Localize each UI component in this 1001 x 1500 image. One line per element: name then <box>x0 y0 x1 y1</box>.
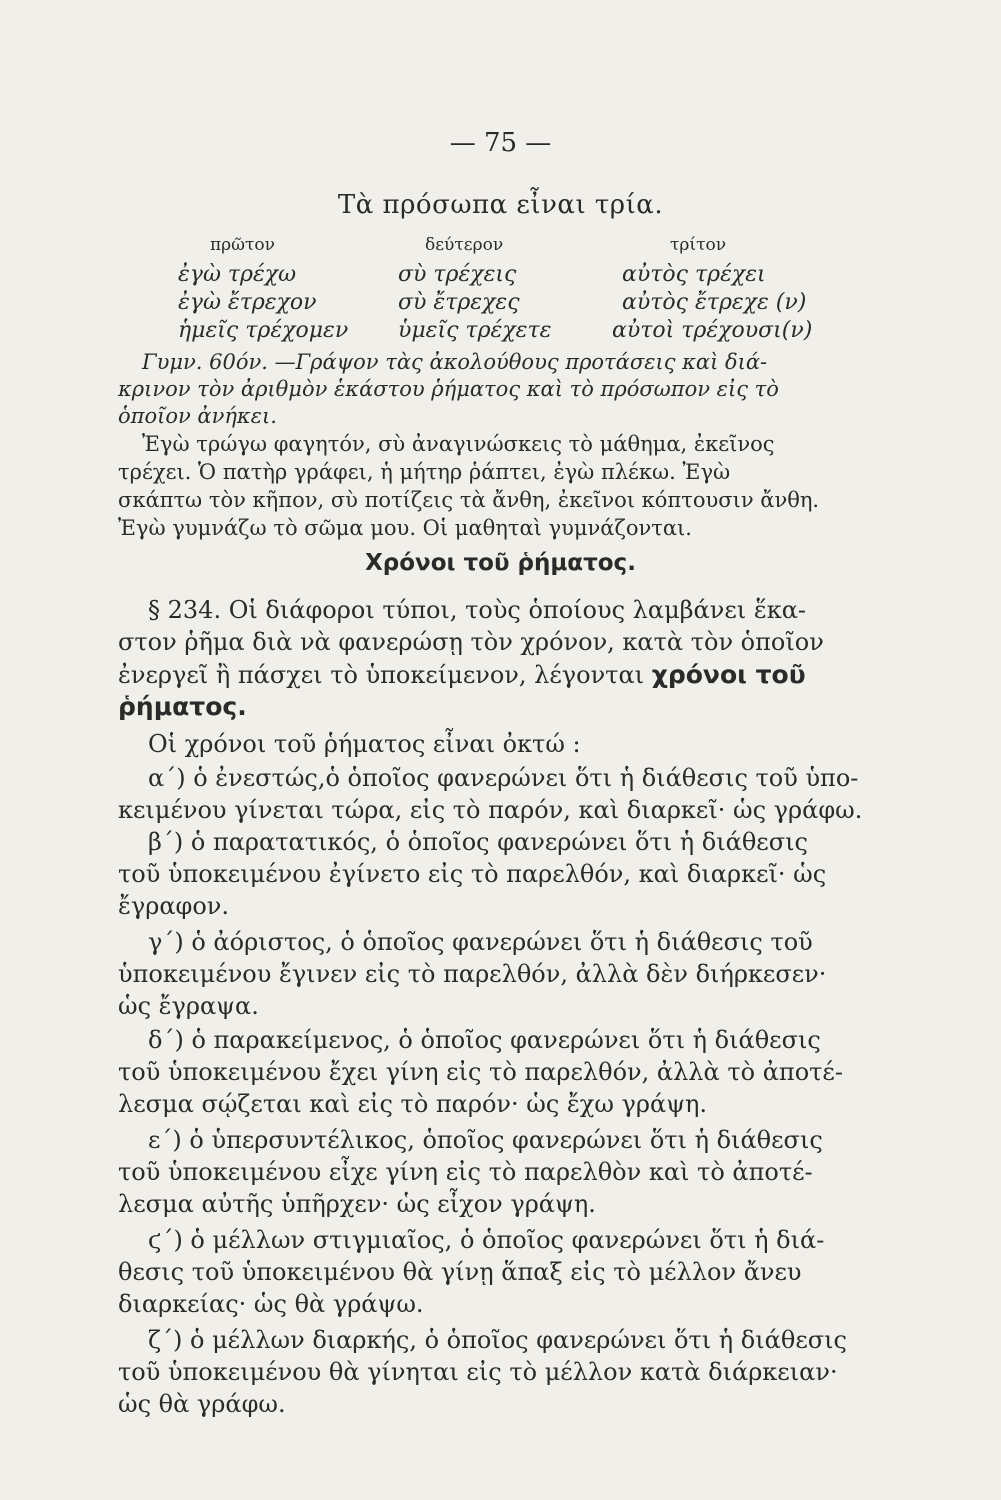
tense-line: γ΄) ὁ ἀόριστος, ὁ ὁποῖος φανερώνει ὅτι ἡ διάθεσις τοῦ <box>148 928 813 956</box>
conj-cell: αὐτὸς τρέχει <box>622 262 766 287</box>
tense-line: α΄) ὁ ἐνεστώς,ὁ ὁποῖος φανερώνει ὅτι ἡ διάθεσις τοῦ ὑπο- <box>148 764 859 792</box>
para-line <box>118 660 806 689</box>
example-line: σκάπτω τὸν κῆπον, σὺ ποτίζεις τὰ ἄνθη, ἐκεῖνοι κόπτουσιν ἄνθη. <box>118 488 820 512</box>
tense-line: ὑποκειμένου ἔγινεν εἰς τὸ παρελθόν, ἀλλὰ δὲν διήρκεσεν· <box>118 960 827 988</box>
conj-cell: αὐτὸς ἔτρεχε (ν) <box>622 290 807 315</box>
conj-cell: ἡμεῖς τρέχομεν <box>178 318 349 343</box>
tense-line: ἔγραφον. <box>118 892 230 920</box>
tense-line: λεσμα αὐτῆς ὑπῆρχεν· ὡς εἶχον γράψη. <box>118 1190 596 1218</box>
subheading: Χρόνοι τοῦ ῥήματος. <box>365 550 636 576</box>
tenses-intro: Οἱ χρόνοι τοῦ ῥήματος εἶναι ὀκτώ : <box>148 730 581 758</box>
tense-line: κειμένου γίνεται τώρα, εἰς τὸ παρόν, καὶ διαρκεῖ· ὡς γράφω. <box>118 796 863 824</box>
conj-cell: ἐγὼ τρέχω <box>178 262 297 287</box>
para-line-text: ἐνεργεῖ ἢ πάσχει τὸ ὑποκείμενον, λέγονται <box>118 661 645 689</box>
column-first: πρῶτον <box>210 235 276 255</box>
exercise-line: Γυμν. 60όν. —Γράψον τὰς ἀκολούθους προτάσεις καὶ διά- <box>142 350 768 374</box>
tense-line: τοῦ ὑποκειμένου ἐγίνετο εἰς τὸ παρελθόν, καὶ διαρκεῖ· ὡς <box>118 860 827 888</box>
tense-line: διαρκείας· ὡς θὰ γράψω. <box>118 1290 424 1318</box>
tense-line: ε΄) ὁ ὑπερσυντέλικος, ὁποῖος φανερώνει ὅτι ἡ διάθεσις <box>148 1126 823 1154</box>
para-line: στον ῥῆμα διὰ νὰ φανερώσῃ τὸν χρόνον, κατὰ τὸν ὁποῖον <box>118 628 824 656</box>
conj-cell: αὐτοὶ τρέχουσι(ν) <box>612 318 813 343</box>
tense-line: λεσμα σῴζεται καὶ εἰς τὸ παρόν· ὡς ἔχω γράψη. <box>118 1090 708 1118</box>
example-line: Ἐγὼ τρώγω φαγητόν, σὺ ἀναγινώσκεις τὸ μάθημα, ἐκεῖνος <box>142 432 775 456</box>
exercise-line: ὁποῖον ἀνήκει. <box>118 404 277 428</box>
tense-line: τοῦ ὑποκειμένου ἔχει γίνη εἰς τὸ παρελθόν, ἀλλὰ τὸ ἀποτέ- <box>118 1058 843 1086</box>
example-line: τρέχει. Ὁ πατὴρ γράφει, ἡ μήτηρ ῥάπτει, ἐγὼ πλέκω. Ἐγὼ <box>118 460 731 484</box>
tense-line: τοῦ ὑποκειμένου θὰ γίνηται εἰς τὸ μέλλον κατὰ διάρκειαν· <box>118 1358 838 1386</box>
conj-cell: ἐγὼ ἔτρεχον <box>178 290 317 315</box>
tense-line: ὡς ἔγραψα. <box>118 992 259 1020</box>
conj-cell: ὑμεῖς τρέχετε <box>398 318 552 343</box>
tense-line: τοῦ ὑποκειμένου εἶχε γίνη εἰς τὸ παρελθὸν καὶ τὸ ἀποτέ- <box>118 1158 813 1186</box>
column-third: τρίτον <box>670 235 727 255</box>
tense-line: ϛ΄) ὁ μέλλων στιγμιαῖος, ὁ ὁποῖος φανερώνει ὅτι ἡ διά- <box>148 1226 825 1254</box>
tense-line: θεσις τοῦ ὑποκειμένου θὰ γίνῃ ἅπαξ εἰς τὸ μέλλον ἄνευ <box>118 1258 802 1286</box>
column-second: δεύτερον <box>425 235 504 255</box>
para-line: § 234. Οἱ διάφοροι τύποι, τοὺς ὁποίους λαμβάνει ἕκα- <box>148 596 807 624</box>
conj-cell: σὺ τρέχεις <box>398 262 517 287</box>
page-number: — 75 — <box>449 128 552 158</box>
tense-line: ὡς θὰ γράφω. <box>118 1390 286 1418</box>
tense-line: δ΄) ὁ παρακείμενος, ὁ ὁποῖος φανερώνει ὅτι ἡ διάθεσις <box>148 1026 821 1054</box>
conj-cell: σὺ ἔτρεχες <box>398 290 520 315</box>
section-heading: Τὰ πρόσωπα εἶναι τρία. <box>337 190 664 220</box>
para-line-term: ῥήματος. <box>118 692 247 721</box>
term-highlight: χρόνοι τοῦ <box>651 660 806 689</box>
exercise-line: κρινον τὸν ἀριθμὸν ἑκάστου ῥήματος καὶ τὸ πρόσωπον εἰς τὸ <box>118 377 779 401</box>
tense-line: ζ΄) ὁ μέλλων διαρκής, ὁ ὁποῖος φανερώνει ὅτι ἡ διάθεσις <box>148 1326 847 1354</box>
example-line: Ἐγὼ γυμνάζω τὸ σῶμα μου. Οἱ μαθηταὶ γυμνάζονται. <box>118 516 692 540</box>
tense-line: β΄) ὁ παρατατικός, ὁ ὁποῖος φανερώνει ὅτι ἡ διάθεσις <box>148 828 808 856</box>
